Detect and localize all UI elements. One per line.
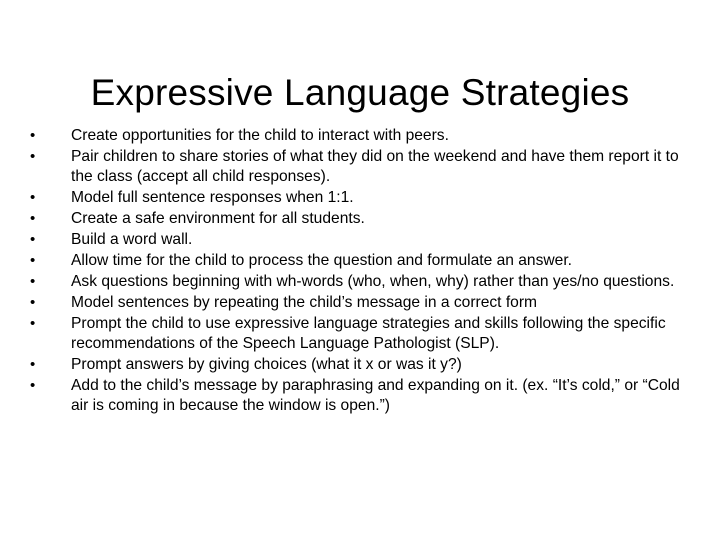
slide-title: Expressive Language Strategies [90, 71, 630, 113]
bullet-dot-icon: • [30, 252, 36, 269]
bullet-text: Pair children to share stories of what they did on the weekend and have them report it to the class (accept all child responses). [71, 148, 679, 185]
bullet-item [30, 188, 682, 208]
bullet-text: Build a word wall. [71, 231, 193, 248]
bullet-item [30, 314, 682, 354]
bullet-text: Create opportunities for the child to interact with peers. [71, 127, 449, 144]
bullet-text: Ask questions beginning with wh-words (who, when, why) rather than yes/no questions. [71, 273, 675, 290]
bullet-text: Prompt answers by giving choices (what it x or was it y?) [71, 356, 462, 373]
bullet-dot-icon: • [30, 315, 36, 332]
bullet-item [30, 147, 682, 187]
bullet-text: Create a safe environment for all students. [71, 210, 365, 227]
bullet-dot-icon: • [30, 148, 36, 165]
bullet-dot-icon: • [30, 294, 36, 311]
bullet-dot-icon: • [30, 356, 36, 373]
bullet-dot-icon: • [30, 273, 36, 290]
bullet-text: Add to the child’s message by paraphrasing and expanding on it. (ex. “It’s cold,” or “Cold air is coming in because the window is open.”) [71, 377, 680, 414]
bullet-dot-icon: • [30, 210, 36, 227]
bullet-item [30, 251, 682, 271]
bullet-text: Prompt the child to use expressive language strategies and skills following the specific recommendations of the Speech Language Pathologist (SLP). [71, 315, 666, 352]
bullet-item [30, 126, 682, 146]
bullet-text: Allow time for the child to process the question and formulate an answer. [71, 252, 573, 269]
bullet-item [30, 355, 682, 375]
bullet-item [30, 293, 682, 313]
bullet-text: Model sentences by repeating the child’s message in a correct form [71, 294, 538, 311]
bullet-dot-icon: • [30, 231, 36, 248]
bullet-item [30, 230, 682, 250]
bullet-list [30, 126, 682, 417]
bullet-item [30, 376, 682, 416]
bullet-text: Model full sentence responses when 1:1. [71, 189, 354, 206]
bullet-dot-icon: • [30, 377, 36, 394]
bullet-dot-icon: • [30, 189, 36, 206]
bullet-item [30, 209, 682, 229]
bullet-dot-icon: • [30, 127, 36, 144]
bullet-item [30, 272, 682, 292]
